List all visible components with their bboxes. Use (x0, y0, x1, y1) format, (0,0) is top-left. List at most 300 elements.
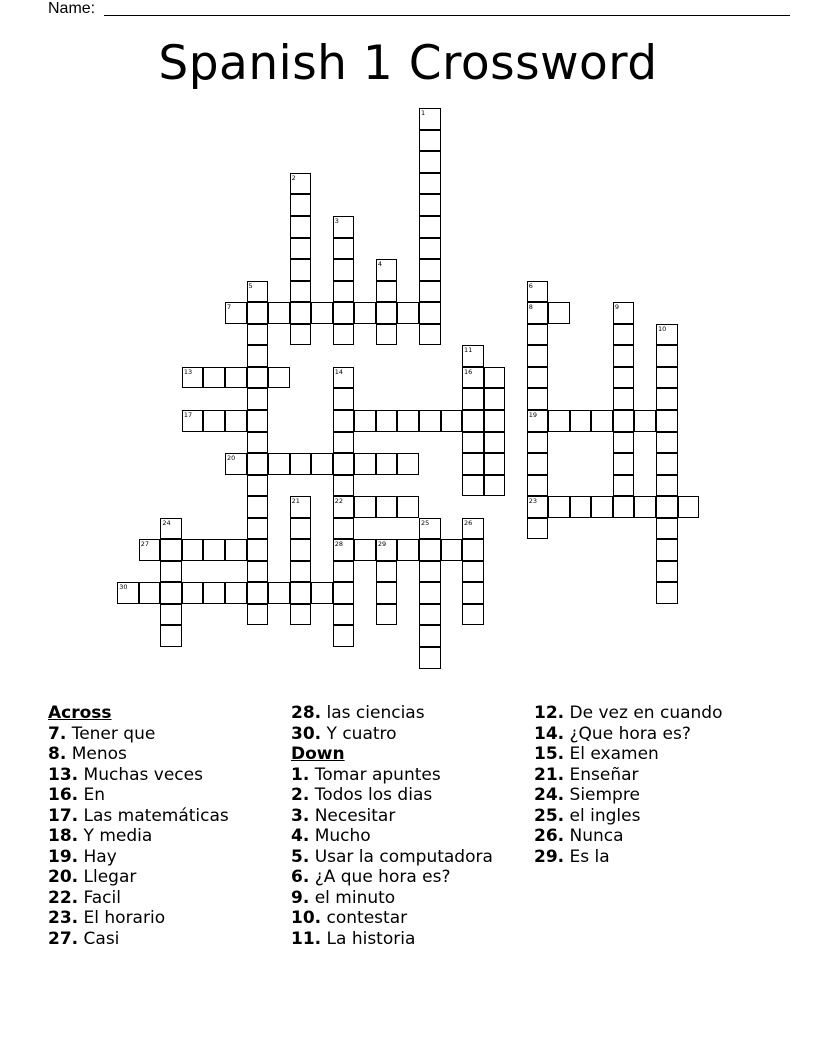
grid-cell[interactable] (225, 453, 247, 475)
clues-column-3 (534, 703, 722, 867)
clue-number-label: 18. (48, 826, 79, 846)
clue-number-label: 7. (48, 723, 67, 744)
grid-cell[interactable] (527, 302, 549, 324)
grid-cell[interactable] (613, 475, 635, 497)
grid-cell[interactable] (613, 410, 635, 432)
clue-number: 8 (528, 303, 533, 312)
clue-number-label: 19. (48, 846, 79, 867)
grid-cell[interactable] (527, 345, 549, 367)
grid-cell[interactable] (225, 582, 247, 604)
grid-cell[interactable] (419, 518, 441, 540)
grid-cell[interactable] (419, 647, 441, 669)
grid-cell[interactable] (613, 453, 635, 475)
grid-cell[interactable] (247, 475, 269, 497)
grid-cell[interactable] (527, 432, 549, 454)
clue-text: contestar (321, 908, 408, 928)
clue-number-label: 21. (534, 764, 565, 785)
grid-cell[interactable] (634, 410, 656, 432)
grid-cell[interactable] (247, 496, 269, 518)
clue-number: 20 (227, 454, 236, 463)
grid-cell[interactable] (311, 453, 333, 475)
grid-cell[interactable] (333, 561, 355, 583)
clue-number: 1 (420, 109, 426, 118)
grid-cell[interactable] (484, 475, 506, 497)
grid-cell[interactable] (634, 496, 656, 518)
grid-cell[interactable] (203, 367, 225, 389)
clue-text: el ingles (564, 805, 641, 826)
grid-cell[interactable] (397, 453, 419, 475)
clue-text: ¿A que hora es? (309, 867, 451, 887)
clue-item (48, 867, 229, 888)
grid-cell[interactable] (419, 259, 441, 281)
grid-cell[interactable] (376, 561, 398, 583)
clue-number: 17 (183, 410, 193, 419)
grid-cell[interactable] (290, 582, 312, 604)
grid-cell[interactable] (419, 561, 441, 583)
clue-text: El horario (78, 908, 166, 928)
grid-cell[interactable] (419, 539, 441, 561)
grid-cell[interactable] (613, 388, 635, 410)
clue-number-label: 2. (291, 785, 310, 805)
grid-cell[interactable] (268, 582, 290, 604)
clue-text: Usar la computadora (309, 846, 493, 867)
clue-text: De vez en cuando (564, 703, 723, 723)
grid-cell[interactable] (462, 604, 484, 626)
grid-cell[interactable] (419, 410, 441, 432)
clues-column-1 (48, 703, 229, 949)
grid-cell[interactable] (376, 324, 398, 346)
grid-cell[interactable] (656, 388, 678, 410)
clue-number: 9 (614, 303, 620, 312)
grid-cell[interactable] (290, 216, 312, 238)
grid-cell[interactable] (268, 453, 290, 475)
clue-number-label: 20. (48, 867, 79, 887)
clue-number: 22 (334, 497, 344, 506)
grid-cell[interactable] (247, 281, 269, 303)
name-label: Name: (48, 0, 96, 17)
grid-cell[interactable] (290, 238, 312, 260)
grid-cell[interactable] (484, 453, 506, 475)
clue-item (48, 908, 229, 929)
grid-cell[interactable] (419, 281, 441, 303)
grid-cell[interactable] (527, 367, 549, 389)
grid-cell[interactable] (182, 410, 204, 432)
clue-number-label: 25. (534, 805, 565, 826)
grid-cell[interactable] (354, 539, 376, 561)
grid-cell[interactable] (333, 388, 355, 410)
grid-cell[interactable] (247, 388, 269, 410)
down-clue-list (291, 765, 493, 950)
grid-cell[interactable] (376, 302, 398, 324)
clue-item (291, 867, 493, 888)
grid-cell[interactable] (484, 388, 506, 410)
clue-number: 16 (464, 367, 473, 376)
clue-item (48, 929, 229, 950)
clue-text: Todos los dias (309, 785, 433, 805)
grid-cell[interactable] (160, 625, 182, 647)
clue-item (291, 785, 493, 806)
grid-cell[interactable] (656, 345, 678, 367)
grid-cell[interactable] (419, 302, 441, 324)
clue-number-label: 28. (291, 703, 322, 723)
clue-text: el minuto (309, 887, 396, 908)
grid-cell[interactable] (333, 302, 355, 324)
across-heading: Across (48, 703, 112, 723)
grid-cell[interactable] (419, 173, 441, 195)
clue-text: Es la (564, 846, 610, 867)
grid-cell[interactable] (678, 496, 700, 518)
grid-cell[interactable] (333, 324, 355, 346)
grid-cell[interactable] (419, 216, 441, 238)
clue-item (291, 826, 493, 847)
clue-item (534, 785, 722, 806)
grid-cell[interactable] (268, 302, 290, 324)
grid-cell[interactable] (117, 582, 139, 604)
clue-text: Mucho (309, 826, 371, 846)
grid-cell[interactable] (462, 345, 484, 367)
clue-text: Hay (78, 846, 117, 867)
grid-cell[interactable] (333, 496, 355, 518)
grid-cell[interactable] (247, 302, 269, 324)
grid-cell[interactable] (656, 453, 678, 475)
clue-item (534, 765, 722, 786)
clue-number-label: 12. (534, 703, 565, 723)
grid-cell[interactable] (376, 496, 398, 518)
grid-cell[interactable] (527, 475, 549, 497)
grid-cell[interactable] (613, 432, 635, 454)
clue-text: En (78, 785, 106, 805)
clue-text: La historia (321, 928, 416, 949)
grid-cell[interactable] (290, 302, 312, 324)
grid-cell[interactable] (527, 388, 549, 410)
grid-cell[interactable] (290, 453, 312, 475)
grid-cell[interactable] (397, 539, 419, 561)
clue-number: 28 (334, 540, 344, 549)
grid-cell[interactable] (570, 410, 592, 432)
grid-cell[interactable] (613, 324, 635, 346)
grid-cell[interactable] (462, 561, 484, 583)
grid-cell[interactable] (527, 453, 549, 475)
grid-cell[interactable] (247, 453, 269, 475)
clue-number: 10 (658, 324, 667, 333)
grid-cell[interactable] (527, 410, 549, 432)
grid-cell[interactable] (419, 238, 441, 260)
grid-cell[interactable] (139, 539, 161, 561)
clue-number: 3 (334, 217, 339, 225)
grid-cell[interactable] (397, 302, 419, 324)
clues-column-2 (291, 703, 493, 949)
grid-cell[interactable] (290, 194, 312, 216)
clue-item (291, 888, 493, 909)
grid-cell[interactable] (656, 496, 678, 518)
clue-number: 25 (420, 518, 430, 527)
grid-cell[interactable] (333, 410, 355, 432)
grid-cell[interactable] (247, 604, 269, 626)
clue-number-label: 23. (48, 908, 79, 928)
grid-cell[interactable] (527, 518, 549, 540)
grid-cell[interactable] (160, 604, 182, 626)
clue-item (48, 785, 229, 806)
grid-cell[interactable] (290, 604, 312, 626)
grid-cell[interactable] (591, 410, 613, 432)
clue-item (534, 703, 722, 724)
grid-cell[interactable] (462, 453, 484, 475)
grid-cell[interactable] (182, 367, 204, 389)
grid-cell[interactable] (376, 259, 398, 281)
clue-number-label: 9. (291, 887, 310, 908)
clue-item (291, 724, 493, 745)
clue-number: 4 (377, 260, 382, 269)
grid-cell[interactable] (247, 582, 269, 604)
grid-cell[interactable] (333, 453, 355, 475)
clue-item (291, 765, 493, 786)
grid-cell[interactable] (203, 539, 225, 561)
grid-cell[interactable] (290, 173, 312, 195)
clue-text: El examen (564, 744, 659, 764)
across-clue-list (48, 724, 229, 950)
clue-item (48, 806, 229, 827)
grid-cell[interactable] (656, 432, 678, 454)
clue-item (534, 806, 722, 827)
grid-cell[interactable] (354, 496, 376, 518)
grid-cell[interactable] (527, 281, 549, 303)
grid-cell[interactable] (419, 625, 441, 647)
clue-number: 29 (377, 540, 387, 549)
grid-cell[interactable] (268, 367, 290, 389)
grid-cell[interactable] (570, 496, 592, 518)
grid-cell[interactable] (311, 302, 333, 324)
grid-cell[interactable] (613, 345, 635, 367)
grid-cell[interactable] (247, 432, 269, 454)
clue-item (291, 806, 493, 827)
grid-cell[interactable] (290, 281, 312, 303)
clue-text: las ciencias (321, 703, 425, 723)
grid-cell[interactable] (247, 410, 269, 432)
grid-cell[interactable] (613, 302, 635, 324)
grid-cell[interactable] (247, 367, 269, 389)
grid-cell[interactable] (548, 496, 570, 518)
grid-cell[interactable] (376, 539, 398, 561)
clue-number-label: 10. (291, 908, 322, 928)
grid-cell[interactable] (656, 561, 678, 583)
grid-cell[interactable] (376, 281, 398, 303)
grid-cell[interactable] (462, 410, 484, 432)
clue-text: Tomar apuntes (309, 764, 441, 785)
grid-cell[interactable] (376, 604, 398, 626)
grid-cell[interactable] (591, 496, 613, 518)
grid-cell[interactable] (333, 238, 355, 260)
grid-cell[interactable] (333, 432, 355, 454)
grid-cell[interactable] (247, 539, 269, 561)
grid-cell[interactable] (354, 410, 376, 432)
clue-text: Y cuatro (321, 723, 397, 744)
grid-cell[interactable] (462, 388, 484, 410)
clue-text: Muchas veces (78, 764, 203, 785)
grid-cell[interactable] (527, 496, 549, 518)
clue-number-label: 6. (291, 867, 310, 887)
clue-number-label: 16. (48, 785, 79, 805)
clue-number-label: 15. (534, 744, 565, 764)
grid-cell[interactable] (484, 432, 506, 454)
grid-cell[interactable] (462, 518, 484, 540)
clue-item (291, 929, 493, 950)
grid-cell[interactable] (419, 194, 441, 216)
grid-cell[interactable] (160, 582, 182, 604)
grid-cell[interactable] (225, 539, 247, 561)
grid-cell[interactable] (225, 302, 247, 324)
clue-number-label: 14. (534, 723, 565, 744)
grid-cell[interactable] (247, 324, 269, 346)
grid-cell[interactable] (160, 561, 182, 583)
clue-item (48, 826, 229, 847)
grid-cell[interactable] (484, 410, 506, 432)
grid-cell[interactable] (311, 582, 333, 604)
grid-cell[interactable] (203, 410, 225, 432)
grid-cell[interactable] (419, 324, 441, 346)
grid-cell[interactable] (419, 130, 441, 152)
grid-cell[interactable] (656, 367, 678, 389)
grid-cell[interactable] (441, 410, 463, 432)
clue-item (534, 724, 722, 745)
clue-number-label: 1. (291, 764, 310, 785)
clue-number: 26 (464, 518, 473, 527)
down-clue-list-continued (534, 703, 722, 867)
grid-cell[interactable] (182, 539, 204, 561)
grid-cell[interactable] (333, 582, 355, 604)
clue-number-label: 3. (291, 805, 310, 826)
grid-cell[interactable] (419, 604, 441, 626)
grid-cell[interactable] (354, 453, 376, 475)
clue-number: 24 (162, 518, 171, 527)
clue-number: 6 (528, 281, 533, 290)
clue-number: 2 (291, 173, 296, 182)
clue-item (534, 847, 722, 868)
grid-cell[interactable] (247, 561, 269, 583)
grid-cell[interactable] (462, 539, 484, 561)
clue-number-label: 27. (48, 928, 79, 949)
clue-text: Casi (78, 928, 120, 949)
grid-cell[interactable] (354, 302, 376, 324)
clue-item (534, 744, 722, 765)
page-title: Spanish 1 Crossword (158, 36, 658, 91)
grid-cell[interactable] (462, 475, 484, 497)
grid-cell[interactable] (462, 367, 484, 389)
grid-cell[interactable] (203, 582, 225, 604)
grid-cell[interactable] (613, 496, 635, 518)
clue-text: Nunca (564, 826, 624, 846)
clue-text: ¿Que hora es? (564, 723, 691, 744)
grid-cell[interactable] (656, 582, 678, 604)
clue-number-label: 5. (291, 846, 310, 867)
grid-cell[interactable] (397, 496, 419, 518)
grid-cell[interactable] (160, 518, 182, 540)
clue-text: Llegar (78, 867, 137, 887)
grid-cell[interactable] (333, 281, 355, 303)
grid-cell[interactable] (613, 367, 635, 389)
clue-number: 30 (119, 583, 128, 592)
grid-cell[interactable] (656, 539, 678, 561)
grid-cell[interactable] (419, 582, 441, 604)
clue-number-label: 11. (291, 928, 322, 949)
grid-cell[interactable] (182, 582, 204, 604)
grid-cell[interactable] (333, 475, 355, 497)
grid-cell[interactable] (290, 496, 312, 518)
clue-item (48, 724, 229, 745)
clue-text: Y media (78, 826, 153, 846)
grid-cell[interactable] (333, 216, 355, 238)
grid-cell[interactable] (376, 453, 398, 475)
clue-item (48, 888, 229, 909)
grid-cell[interactable] (419, 108, 441, 130)
grid-cell[interactable] (656, 518, 678, 540)
clue-number-label: 17. (48, 805, 79, 826)
clue-number: 14 (334, 367, 344, 376)
grid-cell[interactable] (160, 539, 182, 561)
grid-cell[interactable] (462, 432, 484, 454)
grid-cell[interactable] (333, 539, 355, 561)
grid-cell[interactable] (484, 367, 506, 389)
clue-number-label: 30. (291, 723, 322, 744)
grid-cell[interactable] (333, 259, 355, 281)
grid-cell[interactable] (548, 410, 570, 432)
grid-cell[interactable] (290, 324, 312, 346)
clue-number-label: 24. (534, 785, 565, 805)
clue-text: Siempre (564, 785, 640, 805)
clue-number: 21 (291, 497, 300, 506)
across-clue-list-continued (291, 703, 493, 744)
grid-cell[interactable] (225, 410, 247, 432)
grid-cell[interactable] (290, 539, 312, 561)
clue-number: 7 (227, 303, 232, 312)
clue-number: 23 (528, 497, 537, 506)
grid-cell[interactable] (333, 625, 355, 647)
grid-cell[interactable] (139, 582, 161, 604)
clue-number-label: 29. (534, 846, 565, 867)
clue-item (291, 703, 493, 724)
clue-number-label: 22. (48, 887, 79, 908)
grid-cell[interactable] (290, 259, 312, 281)
grid-cell[interactable] (247, 345, 269, 367)
grid-cell[interactable] (333, 604, 355, 626)
grid-cell[interactable] (333, 367, 355, 389)
grid-cell[interactable] (656, 410, 678, 432)
clue-text: Menos (66, 744, 127, 764)
grid-cell[interactable] (462, 582, 484, 604)
clue-number-label: 4. (291, 826, 310, 846)
grid-cell[interactable] (441, 539, 463, 561)
grid-cell[interactable] (290, 561, 312, 583)
grid-cell[interactable] (333, 518, 355, 540)
grid-cell[interactable] (225, 367, 247, 389)
grid-cell[interactable] (419, 151, 441, 173)
grid-cell[interactable] (247, 518, 269, 540)
clue-text: Facil (78, 887, 121, 908)
grid-cell[interactable] (527, 324, 549, 346)
grid-cell[interactable] (656, 324, 678, 346)
grid-cell[interactable] (548, 302, 570, 324)
clue-number-label: 26. (534, 826, 565, 846)
clue-text: Tener que (66, 723, 156, 744)
grid-cell[interactable] (376, 410, 398, 432)
grid-cell[interactable] (656, 475, 678, 497)
clue-item (48, 765, 229, 786)
grid-cell[interactable] (397, 410, 419, 432)
clue-number: 27 (140, 540, 150, 549)
grid-cell[interactable] (290, 518, 312, 540)
grid-cell[interactable] (376, 582, 398, 604)
clue-item (48, 744, 229, 765)
clue-number-label: 8. (48, 744, 67, 764)
